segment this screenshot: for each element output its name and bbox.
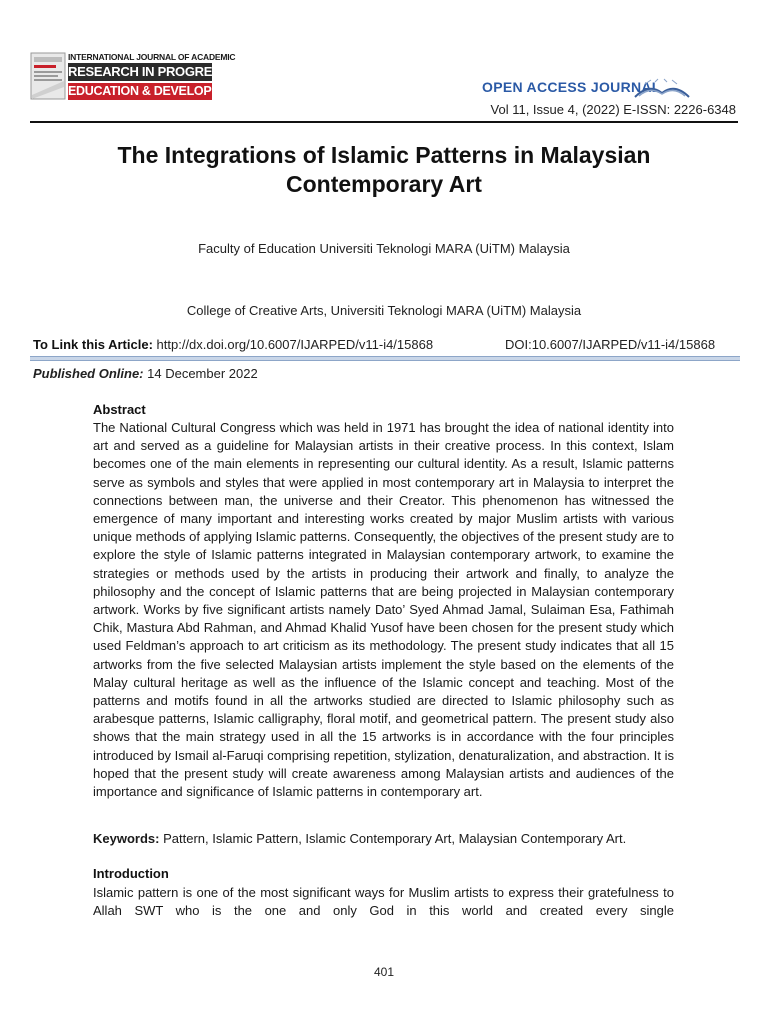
header-divider	[30, 121, 738, 123]
open-access-label: OPEN ACCESS JOURNAL	[482, 79, 661, 95]
abstract-text: The National Cultural Congress which was held in 1971 has brought the idea of national identity into art and served as a guideline for Malaysian artists in their creative process. In this context, Islam becomes one of the main elements in representing our cultural identity. As a result, Islamic patterns serve as symbols and styles that were applied in most contemporary art in Malaysia to interpret the connections between man, the universe and their Creator. This phenomenon has witnessed the emergence of many important and interesting works created by major Muslim artists with various unique methods of applying Islamic patterns. Consequently, the objectives of the present study are to explore the style of Islamic patterns integrated in Malaysian contemporary artwork, to examine the strategies or methods used by the artists in producing their artwork and finally, to analyze the philosophy and the concept of Islamic patterns that are being projected in Malaysian contemporary artwork. Works by five significant artists namely Dato’ Syed Ahmad Jamal, Sulaiman Esa, Fathimah Chik, Mastura Abd Rahman, and Ahmad Khalid Yusof have been chosen for the present study which used Feldman’s approach to art criticism as its methodology. The present study indicates that all 15 artworks from the five selected Malaysian artists implement the style based on the elements of the Malay cultural heritage as well as the influence of the Islamic concept and teaching. Most of the patterns and motifs found in all the artworks studied are directed to Islamic philosophy such as arabesque patterns, Islamic calligraphy, floral motif, and geometrical pattern. The present study also shows that the main strategy used in all the 15 artworks is in accordance with the four principles introduced by Ismail al-Faruqi comprising repetition, stylization, denaturalization, and abstraction. It is hoped that the present study will create awareness among Malaysian artists and audiences of the importance and significance of Islamic patterns in contemporary art.	[93, 420, 674, 800]
published-online	[33, 366, 258, 381]
page-number: 401	[373, 965, 395, 979]
logo-line-1: INTERNATIONAL JOURNAL OF ACADEMIC	[68, 52, 236, 62]
affiliation-2: College of Creative Arts, Universiti Teknologi MARA (UiTM) Malaysia	[186, 303, 582, 318]
link-label: To Link this Article:	[33, 337, 153, 352]
introduction-heading: Introduction	[93, 866, 169, 881]
keywords-text: Pattern, Islamic Pattern, Islamic Contemporary Art, Malaysian Contemporary Art.	[163, 831, 627, 846]
volume-info: Vol 11, Issue 4, (2022) E-ISSN: 2226-6348	[490, 102, 736, 117]
article-link[interactable]: http://dx.doi.org/10.6007/IJARPED/v11-i4/15868	[156, 337, 434, 352]
doi-text: DOI:10.6007/IJARPED/v11-i4/15868	[505, 337, 716, 352]
open-access-book-icon	[633, 79, 691, 99]
logo-line-3: EDUCATION & DEVELOPMENT	[68, 84, 246, 98]
affiliation-1: Faculty of Education Universiti Teknologi MARA (UiTM) Malaysia	[198, 241, 570, 256]
journal-logo	[30, 51, 249, 101]
keywords	[93, 831, 693, 846]
article-link-row	[33, 337, 733, 352]
introduction-text: Islamic pattern is one of the most significant ways for Muslim artists to express their gratefulness to Allah SWT who is the one and only God in this world and created every single	[93, 885, 674, 919]
published-date: 14 December 2022	[147, 366, 258, 381]
journal-cover-icon	[30, 51, 66, 101]
published-label: Published Online:	[33, 366, 144, 381]
article-title: The Integrations of Islamic Patterns in Malaysian Contemporary Art	[117, 142, 651, 197]
section-divider	[30, 356, 740, 361]
abstract-heading: Abstract	[93, 402, 146, 417]
logo-line-2: RESEARCH IN PROGRESSIVE	[68, 64, 249, 79]
keywords-label: Keywords:	[93, 831, 160, 846]
